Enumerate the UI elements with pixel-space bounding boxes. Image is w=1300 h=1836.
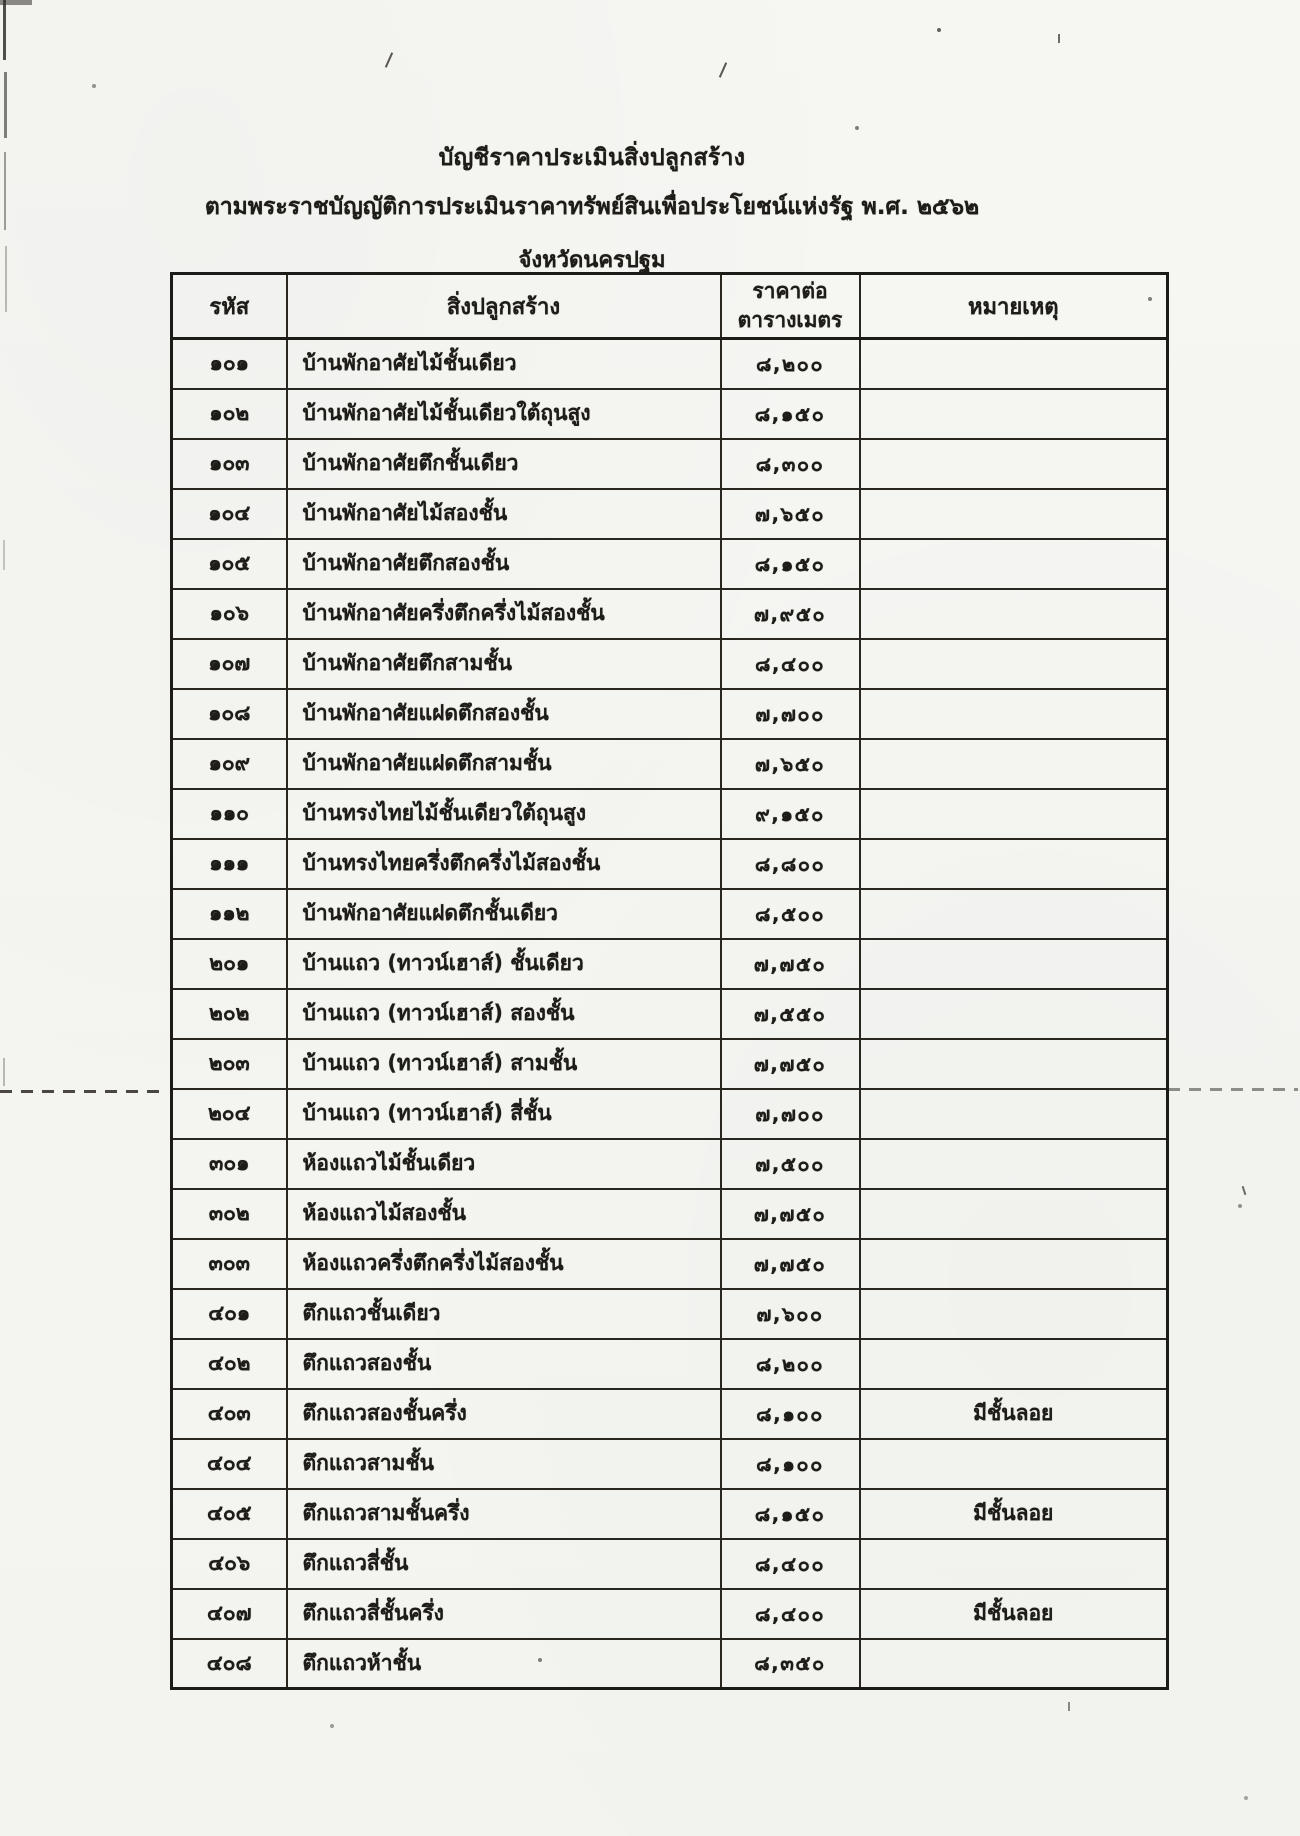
table-row <box>172 339 1168 389</box>
scan-artifact <box>4 72 7 138</box>
building-valuation-table <box>170 272 1169 1690</box>
document-province: จังหวัดนครปฐม <box>518 248 666 273</box>
row-price: ๘,๕๐๐ <box>721 889 860 939</box>
row-price: ๗,๖๐๐ <box>721 1289 860 1339</box>
row-building: บ้านพักอาศัยตึกชั้นเดียว <box>287 439 721 489</box>
row-price: ๘,๑๐๐ <box>721 1389 860 1439</box>
row-code: ๑๑๒ <box>172 889 287 939</box>
row-price: ๘,๔๐๐ <box>721 1589 860 1639</box>
row-remark <box>860 1339 1168 1389</box>
row-code: ๓๐๓ <box>172 1239 287 1289</box>
table-row <box>172 1489 1168 1539</box>
row-price: ๘,๑๕๐ <box>721 1489 860 1539</box>
row-remark <box>860 1189 1168 1239</box>
table-row <box>172 889 1168 939</box>
table-body <box>172 339 1168 1689</box>
row-code: ๔๐๕ <box>172 1489 287 1539</box>
row-code: ๑๐๓ <box>172 439 287 489</box>
row-remark: มีชั้นลอย <box>860 1589 1168 1639</box>
row-building: บ้านพักอาศัยไม้ชั้นเดียวใต้ถุนสูง <box>287 389 721 439</box>
table-row <box>172 1289 1168 1339</box>
row-code: ๔๐๘ <box>172 1639 287 1689</box>
row-building: บ้านพักอาศัยตึกสามชั้น <box>287 639 721 689</box>
row-remark <box>860 639 1168 689</box>
table-row <box>172 589 1168 639</box>
row-price: ๗,๗๕๐ <box>721 939 860 989</box>
row-code: ๑๐๒ <box>172 389 287 439</box>
row-building: บ้านพักอาศัยแฝดตึกชั้นเดียว <box>287 889 721 939</box>
row-remark <box>860 1139 1168 1189</box>
row-building: ตึกแถวสามชั้น <box>287 1439 721 1489</box>
scan-artifact <box>1242 1186 1247 1195</box>
row-code: ๑๑๑ <box>172 839 287 889</box>
row-building: ตึกแถวสองชั้น <box>287 1339 721 1389</box>
col-header-remark: หมายเหตุ <box>860 274 1168 339</box>
scan-artifact <box>385 52 393 67</box>
table-row <box>172 1039 1168 1089</box>
row-remark: มีชั้นลอย <box>860 1489 1168 1539</box>
table-row <box>172 1589 1168 1639</box>
row-price: ๘,๒๐๐ <box>721 339 860 389</box>
row-remark <box>860 1639 1168 1689</box>
document-title: บัญชีราคาประเมินสิ่งปลูกสร้าง <box>438 145 746 171</box>
scan-artifact <box>3 540 5 570</box>
row-building: บ้านแถว (ทาวน์เฮาส์) สามชั้น <box>287 1039 721 1089</box>
table-row <box>172 1089 1168 1139</box>
col-header-building: สิ่งปลูกสร้าง <box>287 274 721 339</box>
row-price: ๘,๓๕๐ <box>721 1639 860 1689</box>
row-code: ๒๐๓ <box>172 1039 287 1089</box>
row-building: ห้องแถวไม้สองชั้น <box>287 1189 721 1239</box>
row-code: ๑๐๔ <box>172 489 287 539</box>
table-row <box>172 939 1168 989</box>
scan-artifact <box>1058 34 1060 43</box>
table-row <box>172 839 1168 889</box>
row-price: ๗,๖๕๐ <box>721 489 860 539</box>
row-remark <box>860 839 1168 889</box>
row-remark <box>860 489 1168 539</box>
row-code: ๑๐๕ <box>172 539 287 589</box>
row-building: บ้านทรงไทยไม้ชั้นเดียวใต้ถุนสูง <box>287 789 721 839</box>
col-header-price-line2: ตารางเมตร <box>737 308 843 332</box>
row-price: ๘,๑๐๐ <box>721 1439 860 1489</box>
table-row <box>172 439 1168 489</box>
table-row <box>172 1389 1168 1439</box>
row-code: ๑๐๑ <box>172 339 287 389</box>
row-code: ๑๐๖ <box>172 589 287 639</box>
table-row <box>172 1189 1168 1239</box>
row-building: ตึกแถวสองชั้นครึ่ง <box>287 1389 721 1439</box>
row-code: ๔๐๓ <box>172 1389 287 1439</box>
row-building: ห้องแถวไม้ชั้นเดียว <box>287 1139 721 1189</box>
row-remark <box>860 1039 1168 1089</box>
table-row <box>172 639 1168 689</box>
row-code: ๔๐๑ <box>172 1289 287 1339</box>
table-header-row <box>172 274 1168 339</box>
row-price: ๗,๗๐๐ <box>721 689 860 739</box>
row-remark <box>860 389 1168 439</box>
table-row <box>172 989 1168 1039</box>
row-remark: มีชั้นลอย <box>860 1389 1168 1439</box>
row-remark <box>860 539 1168 589</box>
row-price: ๗,๗๐๐ <box>721 1089 860 1139</box>
scan-artifact <box>1244 1796 1248 1800</box>
row-code: ๑๐๗ <box>172 639 287 689</box>
row-remark <box>860 739 1168 789</box>
row-price: ๘,๑๕๐ <box>721 539 860 589</box>
row-remark <box>860 939 1168 989</box>
table-row <box>172 1239 1168 1289</box>
row-remark <box>860 889 1168 939</box>
row-remark <box>860 1539 1168 1589</box>
scan-artifact <box>1068 1702 1070 1711</box>
row-remark <box>860 339 1168 389</box>
document-subtitle: ตามพระราชบัญญัติการประเมินราคาทรัพย์สินเพื่อประโยชน์แห่งรัฐ พ.ศ. ๒๕๖๒ <box>204 194 980 220</box>
row-building: บ้านพักอาศัยแฝดตึกสามชั้น <box>287 739 721 789</box>
scan-artifact <box>3 0 6 60</box>
row-price: ๘,๑๕๐ <box>721 389 860 439</box>
col-header-code: รหัส <box>172 274 287 339</box>
table-row <box>172 539 1168 589</box>
row-building: บ้านแถว (ทาวน์เฮาส์) สี่ชั้น <box>287 1089 721 1139</box>
scan-artifact <box>330 1724 334 1728</box>
row-building: ตึกแถวสี่ชั้นครึ่ง <box>287 1589 721 1639</box>
row-building: บ้านพักอาศัยครึ่งตึกครึ่งไม้สองชั้น <box>287 589 721 639</box>
scan-artifact <box>1168 1088 1298 1091</box>
table-row <box>172 689 1168 739</box>
row-code: ๑๐๘ <box>172 689 287 739</box>
row-price: ๗,๖๕๐ <box>721 739 860 789</box>
row-price: ๗,๙๕๐ <box>721 589 860 639</box>
row-remark <box>860 1289 1168 1339</box>
row-building: บ้านแถว (ทาวน์เฮาส์) สองชั้น <box>287 989 721 1039</box>
row-building: ตึกแถวสี่ชั้น <box>287 1539 721 1589</box>
row-code: ๑๐๙ <box>172 739 287 789</box>
row-price: ๘,๘๐๐ <box>721 839 860 889</box>
row-price: ๗,๗๕๐ <box>721 1189 860 1239</box>
row-building: ตึกแถวห้าชั้น <box>287 1639 721 1689</box>
scan-artifact <box>92 84 96 88</box>
scan-artifact <box>0 1090 168 1093</box>
row-code: ๒๐๔ <box>172 1089 287 1139</box>
row-price: ๘,๔๐๐ <box>721 1539 860 1589</box>
col-header-price <box>721 274 860 339</box>
row-code: ๓๐๑ <box>172 1139 287 1189</box>
row-code: ๓๐๒ <box>172 1189 287 1239</box>
row-price: ๙,๑๕๐ <box>721 789 860 839</box>
row-price: ๘,๒๐๐ <box>721 1339 860 1389</box>
row-remark <box>860 1089 1168 1139</box>
row-remark <box>860 1439 1168 1489</box>
table-row <box>172 1139 1168 1189</box>
row-building: ห้องแถวครึ่งตึกครึ่งไม้สองชั้น <box>287 1239 721 1289</box>
row-building: บ้านพักอาศัยไม้ชั้นเดียว <box>287 339 721 389</box>
scan-artifact <box>937 28 941 32</box>
table-row <box>172 1439 1168 1489</box>
table-row <box>172 489 1168 539</box>
row-building: บ้านพักอาศัยไม้สองชั้น <box>287 489 721 539</box>
row-building: ตึกแถวสามชั้นครึ่ง <box>287 1489 721 1539</box>
scan-artifact <box>855 126 859 130</box>
row-building: บ้านพักอาศัยแฝดตึกสองชั้น <box>287 689 721 739</box>
scan-artifact <box>1238 1204 1242 1208</box>
row-building: บ้านพักอาศัยตึกสองชั้น <box>287 539 721 589</box>
row-building: ตึกแถวชั้นเดียว <box>287 1289 721 1339</box>
row-code: ๑๑๐ <box>172 789 287 839</box>
row-remark <box>860 439 1168 489</box>
scan-artifact <box>719 62 727 77</box>
table-row <box>172 739 1168 789</box>
scan-artifact <box>3 1058 5 1086</box>
row-building: บ้านทรงไทยครึ่งตึกครึ่งไม้สองชั้น <box>287 839 721 889</box>
row-price: ๗,๕๕๐ <box>721 989 860 1039</box>
table-row <box>172 389 1168 439</box>
row-building: บ้านแถว (ทาวน์เฮาส์) ชั้นเดียว <box>287 939 721 989</box>
row-remark <box>860 1239 1168 1289</box>
table-row <box>172 1639 1168 1689</box>
row-remark <box>860 989 1168 1039</box>
row-code: ๒๐๒ <box>172 989 287 1039</box>
row-price: ๘,๓๐๐ <box>721 439 860 489</box>
row-price: ๗,๗๕๐ <box>721 1239 860 1289</box>
table-row <box>172 789 1168 839</box>
row-code: ๔๐๖ <box>172 1539 287 1589</box>
row-code: ๔๐๔ <box>172 1439 287 1489</box>
row-remark <box>860 689 1168 739</box>
row-remark <box>860 789 1168 839</box>
row-code: ๒๐๑ <box>172 939 287 989</box>
row-code: ๔๐๗ <box>172 1589 287 1639</box>
table-row <box>172 1339 1168 1389</box>
document-header <box>0 140 1184 277</box>
table-row <box>172 1539 1168 1589</box>
row-price: ๘,๔๐๐ <box>721 639 860 689</box>
row-code: ๔๐๒ <box>172 1339 287 1389</box>
row-price: ๗,๗๕๐ <box>721 1039 860 1089</box>
col-header-price-line1: ราคาต่อ <box>752 279 828 303</box>
row-remark <box>860 589 1168 639</box>
row-price: ๗,๕๐๐ <box>721 1139 860 1189</box>
